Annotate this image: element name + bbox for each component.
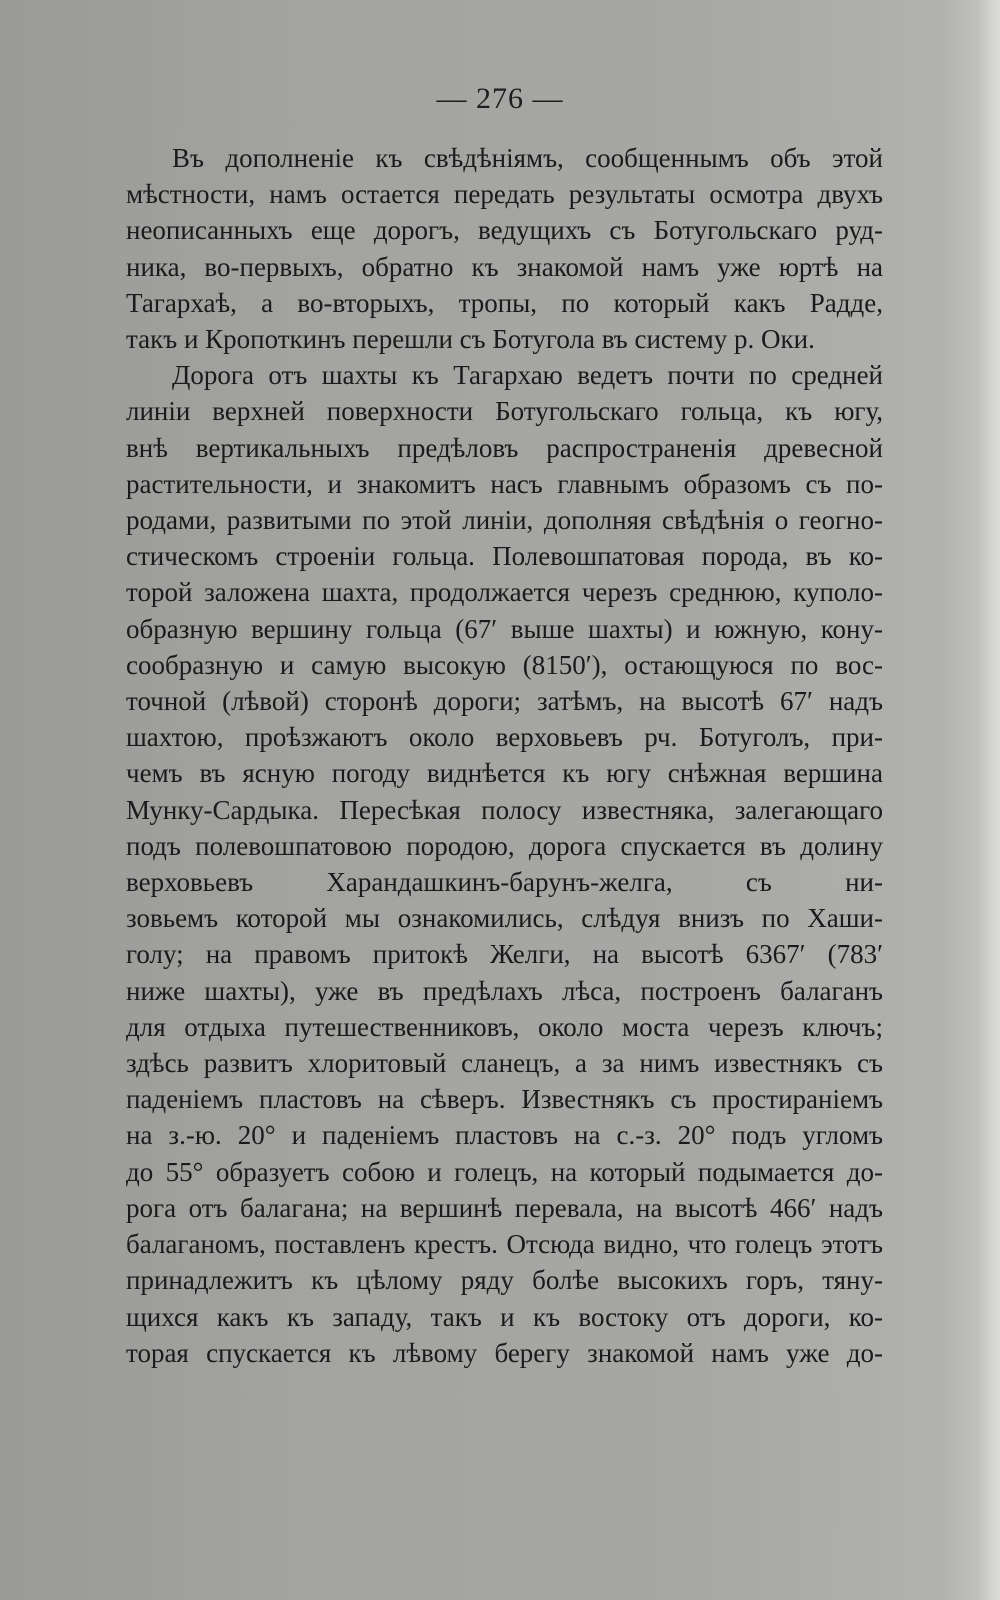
text-line: голу; на правомъ притокѣ Желги, на высотѣ 6367′ (783′ <box>126 939 883 970</box>
text-line: такъ и Кропоткинъ перешли съ Ботугола въ систему р. Оки. <box>126 324 815 355</box>
text-line: торой заложена шахта, продолжается черезъ среднюю, куполо- <box>126 577 883 608</box>
text-line: балаганомъ, поставленъ крестъ. Отсюда видно, что голецъ этотъ <box>126 1229 883 1260</box>
text-line: внѣ вертикальныхъ предѣловъ распространенія древесной <box>126 432 883 463</box>
text-line: принадлежитъ къ цѣлому ряду болѣе высокихъ горъ, тяну- <box>126 1265 883 1296</box>
text-line: Дорога отъ шахты къ Тагархаю ведетъ почти по средней <box>172 360 883 391</box>
body-text <box>126 140 883 1371</box>
text-line: ника, во-первыхъ, обратно къ знакомой намъ уже юртѣ на <box>126 251 883 282</box>
text-line: сообразную и самую высокую (8150′), остающуюся по вос- <box>126 649 883 680</box>
text-line: щихся какъ къ западу, такъ и къ востоку отъ дороги, ко- <box>126 1301 883 1332</box>
text-line: неописанныхъ еще дорогъ, ведущихъ съ Ботугольскаго руд- <box>126 215 883 246</box>
text-line: на з.-ю. 20° и паденіемъ пластовъ на с.-з. 20° подъ угломъ <box>126 1120 883 1151</box>
text-line: Тагархаѣ, а во-вторыхъ, тропы, по который какъ Радде, <box>126 287 883 318</box>
text-line: рога отъ балагана; на вершинѣ перевала, на высотѣ 466′ надъ <box>126 1192 883 1223</box>
page-number: — 276 — <box>436 82 564 115</box>
text-line: растительности, и знакомитъ насъ главнымъ образомъ съ по- <box>126 468 883 499</box>
text-line: паденіемъ пластовъ на сѣверъ. Известнякъ съ простираніемъ <box>126 1084 883 1115</box>
text-line: зовьемъ которой мы ознакомились, слѣдуя внизъ по Хаши- <box>126 903 883 934</box>
text-line: Въ дополненіе къ свѣдѣніямъ, сообщеннымъ объ этой <box>172 143 883 173</box>
text-line: ниже шахты), уже въ предѣлахъ лѣса, построенъ балаганъ <box>126 975 883 1006</box>
text-line: чемъ въ ясную погоду виднѣется къ югу снѣжная вершина <box>126 758 883 789</box>
text-line: стическомъ строеніи гольца. Полевошпатовая порода, въ ко- <box>126 541 883 572</box>
text-line: верховьевъ Харандашкинъ-барунъ-желга, съ ни- <box>126 867 883 898</box>
text-line: шахтою, проѣзжаютъ около верховьевъ рч. Ботуголъ, при- <box>126 722 883 753</box>
text-line: линіи верхней поверхности Ботугольскаго гольца, къ югу, <box>126 396 883 427</box>
text-line: точной (лѣвой) сторонѣ дороги; затѣмъ, на высотѣ 67′ надъ <box>126 686 883 717</box>
text-line: подъ полевошпатовою породою, дорога спускается въ долину <box>126 830 883 861</box>
text-line: родами, развитыми по этой линіи, дополняя свѣдѣнія о геогно- <box>126 505 883 536</box>
page-edge-shadow <box>978 0 1000 1600</box>
text-line: до 55° образуетъ собою и голецъ, на который подымается до- <box>126 1156 883 1187</box>
text-line: Мунку-Сардыка. Пересѣкая полосу известняка, залегающаго <box>126 794 883 825</box>
text-line: образную вершину гольца (67′ выше шахты) и южную, кону- <box>126 613 883 644</box>
text-line: для отдыха путешественниковъ, около моста черезъ ключъ; <box>126 1011 883 1042</box>
text-line: мѣстности, намъ остается передать результаты осмотра двухъ <box>126 179 883 210</box>
text-line: здѣсь развитъ хлоритовый сланецъ, а за нимъ известнякъ съ <box>126 1048 883 1079</box>
text-line: торая спускается къ лѣвому берегу знакомой намъ уже до- <box>126 1337 883 1368</box>
